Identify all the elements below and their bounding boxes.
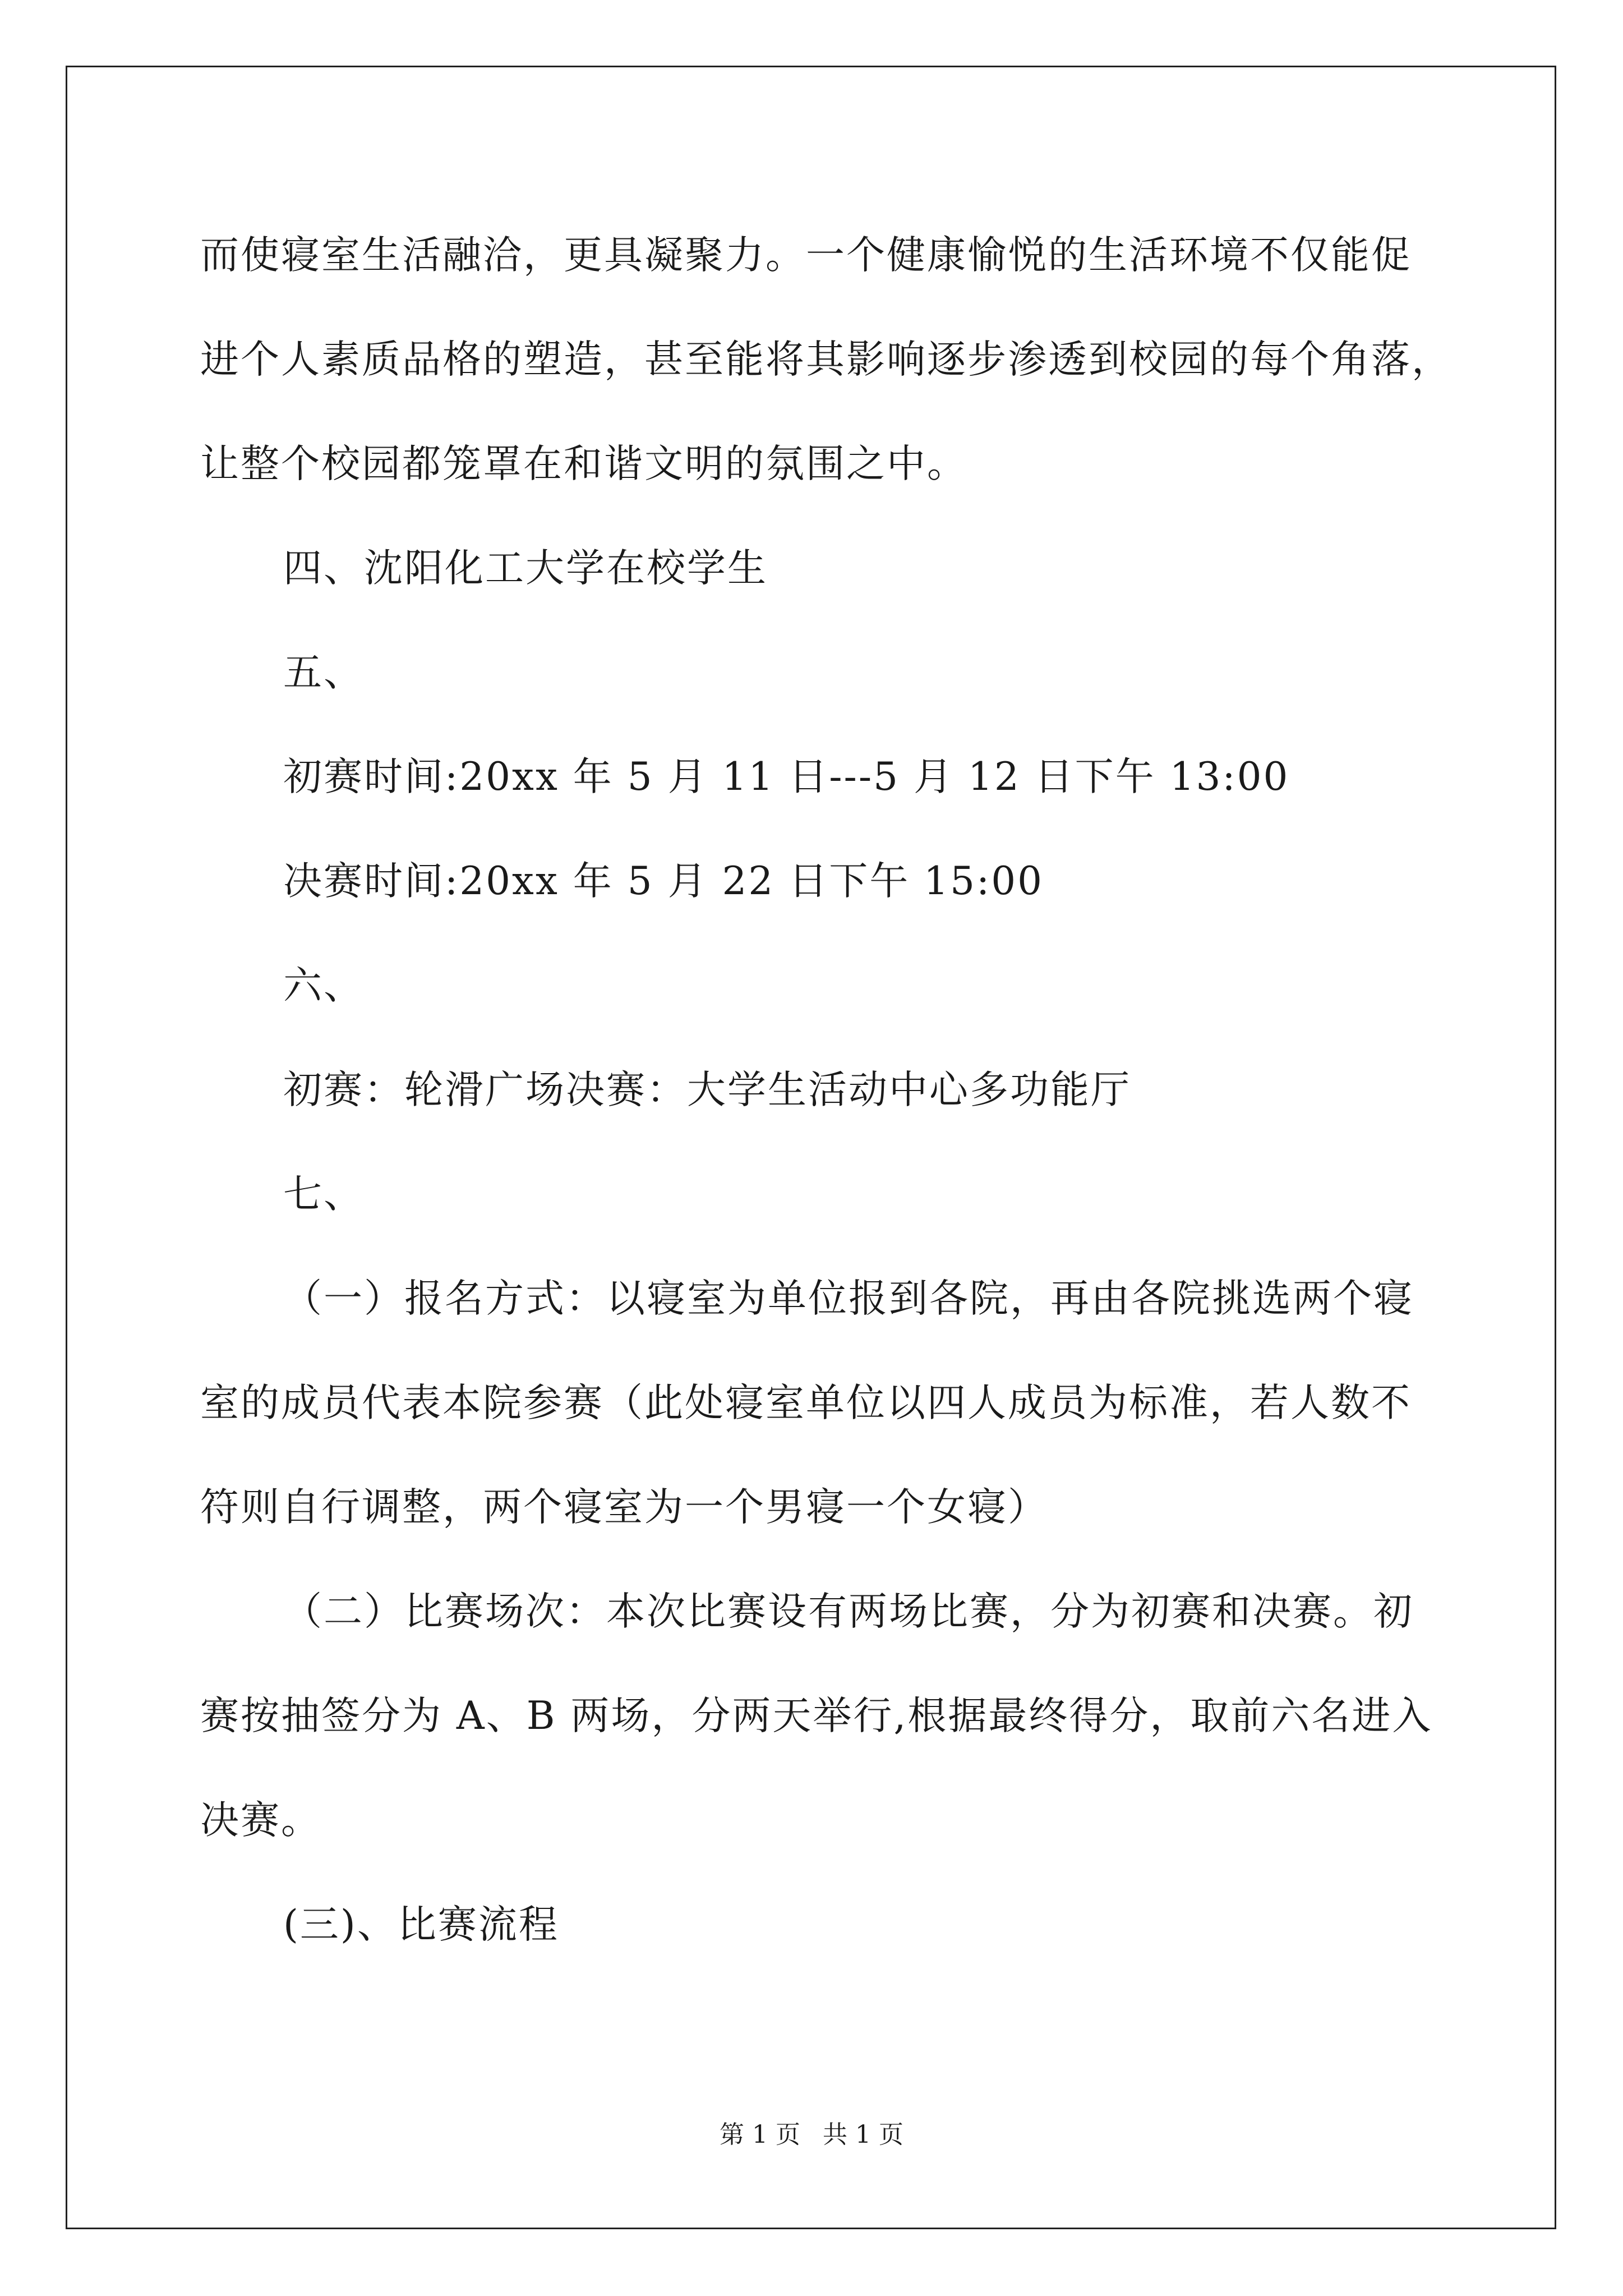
body-line: 进个人素质品格的塑造，甚至能将其影响逐步渗透到校园的每个角落， [200, 337, 1452, 382]
section-heading-5: 五、 [283, 650, 364, 695]
page-total: 共 1 页 [823, 2120, 903, 2149]
body-line: 让整个校园都笼罩在和谐文明的氛围之中。 [200, 441, 967, 486]
page-footer [0, 2119, 1623, 2151]
body-line: 而使寝室生活融洽，更具凝聚力。一个健康愉悦的生活环境不仅能促 [200, 233, 1412, 278]
body-line: 赛按抽签分为 A、B 两场，分两天举行,根据最终得分，取前六名进入 [200, 1694, 1433, 1738]
venue-line: 初赛：轮滑广场决赛：大学生活动中心多功能厅 [283, 1068, 1131, 1112]
body-line: 符则自行调整，两个寝室为一个男寝一个女寝） [200, 1485, 1048, 1530]
section-heading-7: 七、 [283, 1172, 364, 1217]
section-heading-6: 六、 [283, 963, 364, 1008]
body-line: 室的成员代表本院参赛（此处寝室单位以四人成员为标准，若人数不 [200, 1381, 1412, 1425]
match-rounds-paragraph: （二）比赛场次：本次比赛设有两场比赛，分为初赛和决赛。初 [283, 1589, 1414, 1634]
document-body [200, 203, 1452, 1977]
registration-paragraph: （一）报名方式：以寝室为单位报到各院，再由各院挑选两个寝 [283, 1276, 1414, 1321]
final-time: 决赛时间:20xx 年 5 月 22 日下午 15:00 [283, 859, 1044, 904]
section-heading-4: 四、沈阳化工大学在校学生 [283, 546, 768, 591]
prelim-time: 初赛时间:20xx 年 5 月 11 日---5 月 12 日下午 13:00 [283, 754, 1290, 799]
process-heading: (三)、比赛流程 [283, 1902, 559, 1947]
page-number: 第 1 页 [720, 2120, 800, 2149]
body-line: 决赛。 [200, 1798, 321, 1843]
